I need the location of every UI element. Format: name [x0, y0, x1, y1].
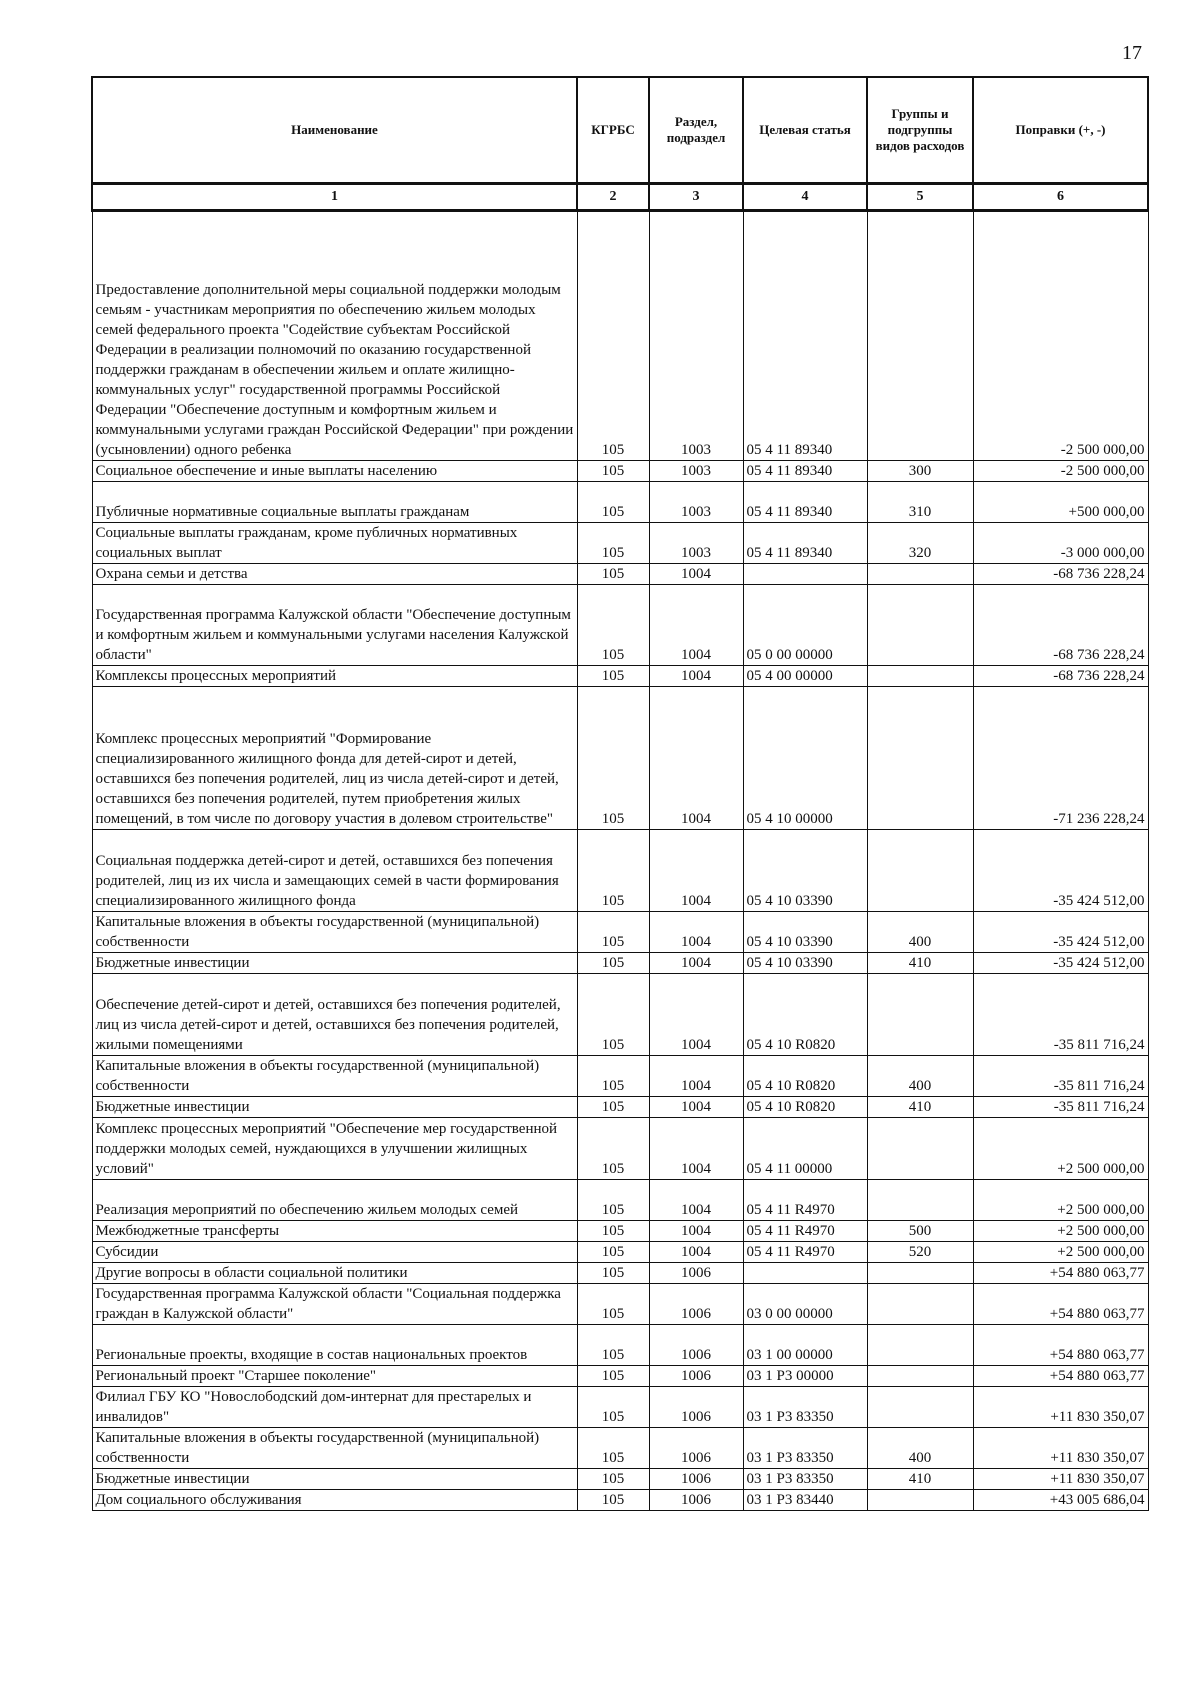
row-amount: +2 500 000,00: [973, 1118, 1148, 1180]
row-name: Бюджетные инвестиции: [92, 1097, 577, 1118]
row-group: 520: [867, 1242, 973, 1263]
row-section: 1003: [649, 482, 743, 523]
row-article: [743, 564, 867, 585]
row-kgrbs: 105: [577, 1284, 649, 1325]
table-row: [92, 953, 1148, 974]
row-section: 1006: [649, 1490, 743, 1511]
table-row: [92, 830, 1148, 912]
table-row: [92, 666, 1148, 687]
header-name: Наименование: [92, 77, 577, 184]
row-section: 1004: [649, 1097, 743, 1118]
row-name: Социальные выплаты гражданам, кроме публичных нормативных социальных выплат: [92, 523, 577, 564]
row-group: 500: [867, 1221, 973, 1242]
row-kgrbs: 105: [577, 974, 649, 1056]
row-amount: -2 500 000,00: [973, 211, 1148, 461]
row-article: 05 4 11 89340: [743, 482, 867, 523]
row-kgrbs: 105: [577, 1242, 649, 1263]
row-section: 1004: [649, 912, 743, 953]
row-group: [867, 1180, 973, 1221]
row-name: Региональные проекты, входящие в состав национальных проектов: [92, 1325, 577, 1366]
table-row: [92, 1490, 1148, 1511]
row-amount: +2 500 000,00: [973, 1221, 1148, 1242]
column-number: 3: [649, 184, 743, 211]
row-section: 1006: [649, 1284, 743, 1325]
row-section: 1004: [649, 953, 743, 974]
row-group: [867, 564, 973, 585]
row-section: 1004: [649, 687, 743, 830]
row-kgrbs: 105: [577, 1366, 649, 1387]
row-kgrbs: 105: [577, 1469, 649, 1490]
row-name: Государственная программа Калужской области "Социальная поддержка граждан в Калужской области": [92, 1284, 577, 1325]
header-group: Группы и подгруппы видов расходов: [867, 77, 973, 184]
row-group: 400: [867, 912, 973, 953]
row-amount: +500 000,00: [973, 482, 1148, 523]
row-name: Бюджетные инвестиции: [92, 953, 577, 974]
row-group: [867, 1263, 973, 1284]
row-name: Реализация мероприятий по обеспечению жильем молодых семей: [92, 1180, 577, 1221]
row-group: [867, 1284, 973, 1325]
row-amount: -35 811 716,24: [973, 974, 1148, 1056]
row-amount: +11 830 350,07: [973, 1387, 1148, 1428]
row-section: 1004: [649, 1242, 743, 1263]
row-amount: +54 880 063,77: [973, 1325, 1148, 1366]
row-group: [867, 1118, 973, 1180]
table-row: [92, 1263, 1148, 1284]
row-name: Социальное обеспечение и иные выплаты населению: [92, 461, 577, 482]
row-name: Филиал ГБУ КО "Новослободский дом-интернат для престарелых и инвалидов": [92, 1387, 577, 1428]
row-section: 1004: [649, 1221, 743, 1242]
row-name: Государственная программа Калужской области "Обеспечение доступным и комфортным жильем и коммунальными услугами населения Калужской области": [92, 585, 577, 666]
row-kgrbs: 105: [577, 461, 649, 482]
row-section: 1004: [649, 666, 743, 687]
row-kgrbs: 105: [577, 1056, 649, 1097]
row-article: 05 4 11 00000: [743, 1118, 867, 1180]
row-amount: +54 880 063,77: [973, 1284, 1148, 1325]
row-kgrbs: 105: [577, 1118, 649, 1180]
row-article: 05 4 11 R4970: [743, 1242, 867, 1263]
row-amount: +11 830 350,07: [973, 1469, 1148, 1490]
row-article: 05 4 11 89340: [743, 523, 867, 564]
page-number: 17: [1122, 42, 1142, 64]
row-kgrbs: 105: [577, 1490, 649, 1511]
row-kgrbs: 105: [577, 912, 649, 953]
row-article: 05 0 00 00000: [743, 585, 867, 666]
row-kgrbs: 105: [577, 1428, 649, 1469]
row-name: Региональный проект "Старшее поколение": [92, 1366, 577, 1387]
row-article: 05 4 11 89340: [743, 211, 867, 461]
row-name: Капитальные вложения в объекты государственной (муниципальной) собственности: [92, 1428, 577, 1469]
row-article: 03 1 00 00000: [743, 1325, 867, 1366]
row-name: Дом социального обслуживания: [92, 1490, 577, 1511]
row-article: 05 4 10 03390: [743, 953, 867, 974]
row-section: 1004: [649, 1118, 743, 1180]
row-amount: -68 736 228,24: [973, 564, 1148, 585]
row-amount: +43 005 686,04: [973, 1490, 1148, 1511]
row-article: 05 4 00 00000: [743, 666, 867, 687]
row-group: [867, 687, 973, 830]
header-amount: Поправки (+, -): [973, 77, 1148, 184]
row-group: 310: [867, 482, 973, 523]
column-number-row: [92, 184, 1148, 211]
row-section: 1003: [649, 461, 743, 482]
row-article: 05 4 11 R4970: [743, 1221, 867, 1242]
row-article: [743, 1263, 867, 1284]
row-amount: -35 424 512,00: [973, 953, 1148, 974]
table-row: [92, 1180, 1148, 1221]
row-amount: +2 500 000,00: [973, 1242, 1148, 1263]
row-article: 05 4 10 R0820: [743, 1097, 867, 1118]
budget-table: [91, 76, 1149, 1511]
row-amount: -68 736 228,24: [973, 666, 1148, 687]
row-name: Другие вопросы в области социальной политики: [92, 1263, 577, 1284]
header-section: Раздел, подраздел: [649, 77, 743, 184]
row-name: Бюджетные инвестиции: [92, 1469, 577, 1490]
row-kgrbs: 105: [577, 687, 649, 830]
row-kgrbs: 105: [577, 666, 649, 687]
row-amount: +54 880 063,77: [973, 1366, 1148, 1387]
row-kgrbs: 105: [577, 482, 649, 523]
row-amount: -35 424 512,00: [973, 830, 1148, 912]
table-row: [92, 1242, 1148, 1263]
row-group: [867, 1366, 973, 1387]
table-row: [92, 912, 1148, 953]
row-kgrbs: 105: [577, 1180, 649, 1221]
row-section: 1006: [649, 1428, 743, 1469]
table-row: [92, 585, 1148, 666]
row-section: 1004: [649, 1180, 743, 1221]
row-amount: +11 830 350,07: [973, 1428, 1148, 1469]
row-kgrbs: 105: [577, 1263, 649, 1284]
column-number: 6: [973, 184, 1148, 211]
row-article: 03 0 00 00000: [743, 1284, 867, 1325]
table-body: [92, 211, 1148, 1511]
row-kgrbs: 105: [577, 953, 649, 974]
row-section: 1004: [649, 830, 743, 912]
table-row: [92, 1366, 1148, 1387]
table-row: [92, 523, 1148, 564]
row-section: 1006: [649, 1263, 743, 1284]
row-group: 400: [867, 1056, 973, 1097]
row-amount: -2 500 000,00: [973, 461, 1148, 482]
row-amount: +2 500 000,00: [973, 1180, 1148, 1221]
row-group: [867, 1490, 973, 1511]
table-row: [92, 482, 1148, 523]
row-name: Комплексы процессных мероприятий: [92, 666, 577, 687]
row-kgrbs: 105: [577, 1097, 649, 1118]
row-article: 05 4 10 03390: [743, 830, 867, 912]
row-section: 1006: [649, 1387, 743, 1428]
row-section: 1004: [649, 1056, 743, 1097]
row-name: Комплекс процессных мероприятий "Обеспечение мер государственной поддержки молодых семей, нуждающихся в улучшении жилищных условий": [92, 1118, 577, 1180]
row-name: Комплекс процессных мероприятий "Формирование специализированного жилищного фонда для детей-сирот и детей, оставшихся без попечения родителей, лиц из числа детей-сирот и детей, оставшихся без попечения родителей, путем приобретения жилых помещений, в том числе по договору участия в долевом строительстве": [92, 687, 577, 830]
row-group: 410: [867, 1469, 973, 1490]
row-article: 05 4 10 03390: [743, 912, 867, 953]
row-kgrbs: 105: [577, 1387, 649, 1428]
row-article: 05 4 10 R0820: [743, 974, 867, 1056]
row-article: 05 4 11 89340: [743, 461, 867, 482]
table-header-row: [92, 77, 1148, 184]
row-group: [867, 830, 973, 912]
row-group: 300: [867, 461, 973, 482]
row-amount: -35 424 512,00: [973, 912, 1148, 953]
table-row: [92, 564, 1148, 585]
table-row: [92, 1428, 1148, 1469]
row-group: [867, 585, 973, 666]
row-section: 1006: [649, 1469, 743, 1490]
row-amount: -71 236 228,24: [973, 687, 1148, 830]
row-name: Публичные нормативные социальные выплаты гражданам: [92, 482, 577, 523]
row-kgrbs: 105: [577, 211, 649, 461]
row-amount: -35 811 716,24: [973, 1097, 1148, 1118]
row-group: 400: [867, 1428, 973, 1469]
table-row: [92, 461, 1148, 482]
table-row: [92, 687, 1148, 830]
row-article: 05 4 10 00000: [743, 687, 867, 830]
table-row: [92, 211, 1148, 461]
row-amount: -35 811 716,24: [973, 1056, 1148, 1097]
row-section: 1004: [649, 974, 743, 1056]
row-kgrbs: 105: [577, 1325, 649, 1366]
row-group: 410: [867, 1097, 973, 1118]
row-section: 1004: [649, 585, 743, 666]
row-kgrbs: 105: [577, 585, 649, 666]
row-section: 1004: [649, 564, 743, 585]
row-kgrbs: 105: [577, 564, 649, 585]
row-article: 05 4 11 R4970: [743, 1180, 867, 1221]
table-row: [92, 1056, 1148, 1097]
row-group: 320: [867, 523, 973, 564]
row-article: 03 1 P3 83350: [743, 1387, 867, 1428]
row-group: [867, 211, 973, 461]
row-kgrbs: 105: [577, 1221, 649, 1242]
row-article: 03 1 P3 83350: [743, 1428, 867, 1469]
row-name: Охрана семьи и детства: [92, 564, 577, 585]
column-number: 2: [577, 184, 649, 211]
row-amount: -3 000 000,00: [973, 523, 1148, 564]
row-group: [867, 1387, 973, 1428]
row-section: 1006: [649, 1325, 743, 1366]
table-row: [92, 1097, 1148, 1118]
table-row: [92, 1118, 1148, 1180]
row-article: 03 1 P3 83350: [743, 1469, 867, 1490]
row-kgrbs: 105: [577, 830, 649, 912]
row-article: 03 1 P3 83440: [743, 1490, 867, 1511]
row-name: Субсидии: [92, 1242, 577, 1263]
row-group: [867, 974, 973, 1056]
column-number: 5: [867, 184, 973, 211]
row-article: 05 4 10 R0820: [743, 1056, 867, 1097]
table-row: [92, 1221, 1148, 1242]
table-row: [92, 974, 1148, 1056]
row-name: Капитальные вложения в объекты государственной (муниципальной) собственности: [92, 912, 577, 953]
row-name: Капитальные вложения в объекты государственной (муниципальной) собственности: [92, 1056, 577, 1097]
table-row: [92, 1387, 1148, 1428]
row-name: Социальная поддержка детей-сирот и детей, оставшихся без попечения родителей, лиц из их числа и замещающих семей в части формирования специализированного жилищного фонда: [92, 830, 577, 912]
table-row: [92, 1284, 1148, 1325]
row-name: Обеспечение детей-сирот и детей, оставшихся без попечения родителей, лиц из числа детей-сирот и детей, оставшихся без попечения родителей, жилыми помещениями: [92, 974, 577, 1056]
column-number: 1: [92, 184, 577, 211]
row-article: 03 1 P3 00000: [743, 1366, 867, 1387]
row-name: Межбюджетные трансферты: [92, 1221, 577, 1242]
header-article: Целевая статья: [743, 77, 867, 184]
row-group: [867, 1325, 973, 1366]
column-number: 4: [743, 184, 867, 211]
row-amount: -68 736 228,24: [973, 585, 1148, 666]
table-row: [92, 1325, 1148, 1366]
row-section: 1003: [649, 211, 743, 461]
row-section: 1003: [649, 523, 743, 564]
row-section: 1006: [649, 1366, 743, 1387]
row-kgrbs: 105: [577, 523, 649, 564]
row-group: [867, 666, 973, 687]
table-row: [92, 1469, 1148, 1490]
row-amount: +54 880 063,77: [973, 1263, 1148, 1284]
header-kgrbs: КГРБС: [577, 77, 649, 184]
row-group: 410: [867, 953, 973, 974]
row-name: Предоставление дополнительной меры социальной поддержки молодым семьям - участникам мероприятия по обеспечению жильем молодых семей федерального проекта "Содействие субъектам Российской Федерации в реализации полномочий по оказанию государственной поддержки гражданам в обеспечении жильем и оплате жилищно-коммунальных услуг" государственной программы Российской Федерации "Обеспечение доступным и комфортным жильем и коммунальными услугами граждан Российской Федерации" при рождении (усыновлении) одного ребенка: [92, 211, 577, 461]
